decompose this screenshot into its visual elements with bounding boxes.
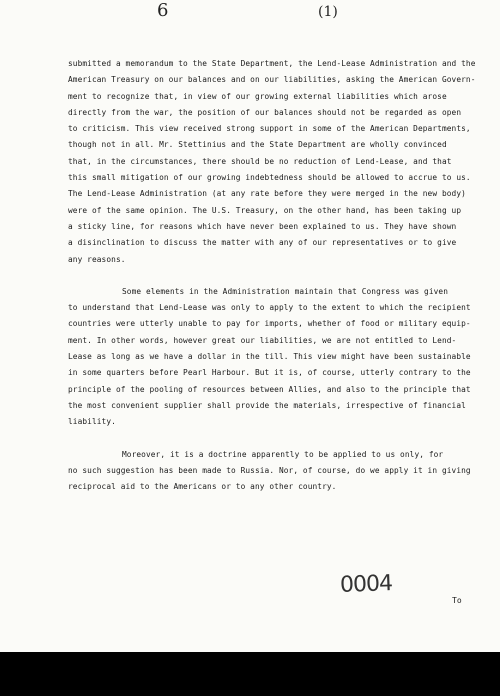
text-line: The Lend-Lease Administration (at any rate before they were merged in the new body) <box>68 189 466 199</box>
document-body <box>68 56 483 495</box>
text-line: no such suggestion has been made to Russia. Nor, of course, do we apply it in giving <box>68 465 471 475</box>
text-line: liability. <box>68 417 116 427</box>
handwritten-mark-right: (1) <box>318 4 338 20</box>
text-line: American Treasury on our balances and on our liabilities, asking the American Govern- <box>68 75 476 85</box>
text-line: submitted a memorandum to the State Department, the Lend-Lease Administration and the <box>68 59 476 68</box>
text-line: this small mitigation of our growing indebtedness should be allowed to accrue to us. <box>68 173 471 183</box>
catchword: To <box>452 596 462 605</box>
text-line: to understand that Lend-Lease was only to apply to the extent to which the recipient <box>68 303 471 313</box>
paragraph-2 <box>68 284 483 431</box>
paragraph-1 <box>68 56 483 268</box>
text-line: Lease as long as we have a dollar in the till. This view might have been sustainable <box>68 352 471 362</box>
text-line: directly from the war, the position of our balances should not be regarded as open <box>68 107 462 117</box>
paragraph-gap <box>68 431 483 447</box>
text-line: ment. In other words, however great our liabilities, we are not entitled to Lend- <box>68 335 457 345</box>
text-line: a disinclination to discuss the matter with any of our representatives or to give <box>68 238 457 248</box>
text-line: principle of the pooling of resources between Allies, and also to the principle that <box>68 384 471 394</box>
text-line: though not in all. Mr. Stettinius and the State Department are wholly convinced <box>68 140 447 150</box>
text-line: a sticky line, for reasons which have never been explained to us. They have shown <box>68 221 457 231</box>
text-line: were of the same opinion. The U.S. Treasury, on the other hand, has been taking up <box>68 205 462 215</box>
text-line: the most convenient supplier shall provide the materials, irrespective of financial <box>68 400 466 410</box>
handwritten-mark-left: 6 <box>157 0 169 21</box>
text-line: ment to recognize that, in view of our growing external liabilities which arose <box>68 91 447 101</box>
paragraph-gap <box>68 268 483 284</box>
handwritten-page-number: 0004 <box>339 571 393 598</box>
text-line: that, in the circumstances, there should be no reduction of Lend-Lease, and that <box>68 156 452 166</box>
text-line: to criticism. This view received strong support in some of the American Departments, <box>68 124 471 134</box>
text-line: Some elements in the Administration maintain that Congress was given <box>122 286 448 296</box>
text-line: any reasons. <box>68 254 126 264</box>
text-line: in some quarters before Pearl Harbour. But it is, of course, utterly contrary to the <box>68 368 471 378</box>
text-line: countries were utterly unable to pay for imports, whether of food or military equip- <box>68 319 471 329</box>
scan-border <box>0 652 500 696</box>
text-line: Moreover, it is a doctrine apparently to be applied to us only, for <box>122 449 444 459</box>
paragraph-3 <box>68 447 483 496</box>
text-line: reciprocal aid to the Americans or to any other country. <box>68 482 337 492</box>
